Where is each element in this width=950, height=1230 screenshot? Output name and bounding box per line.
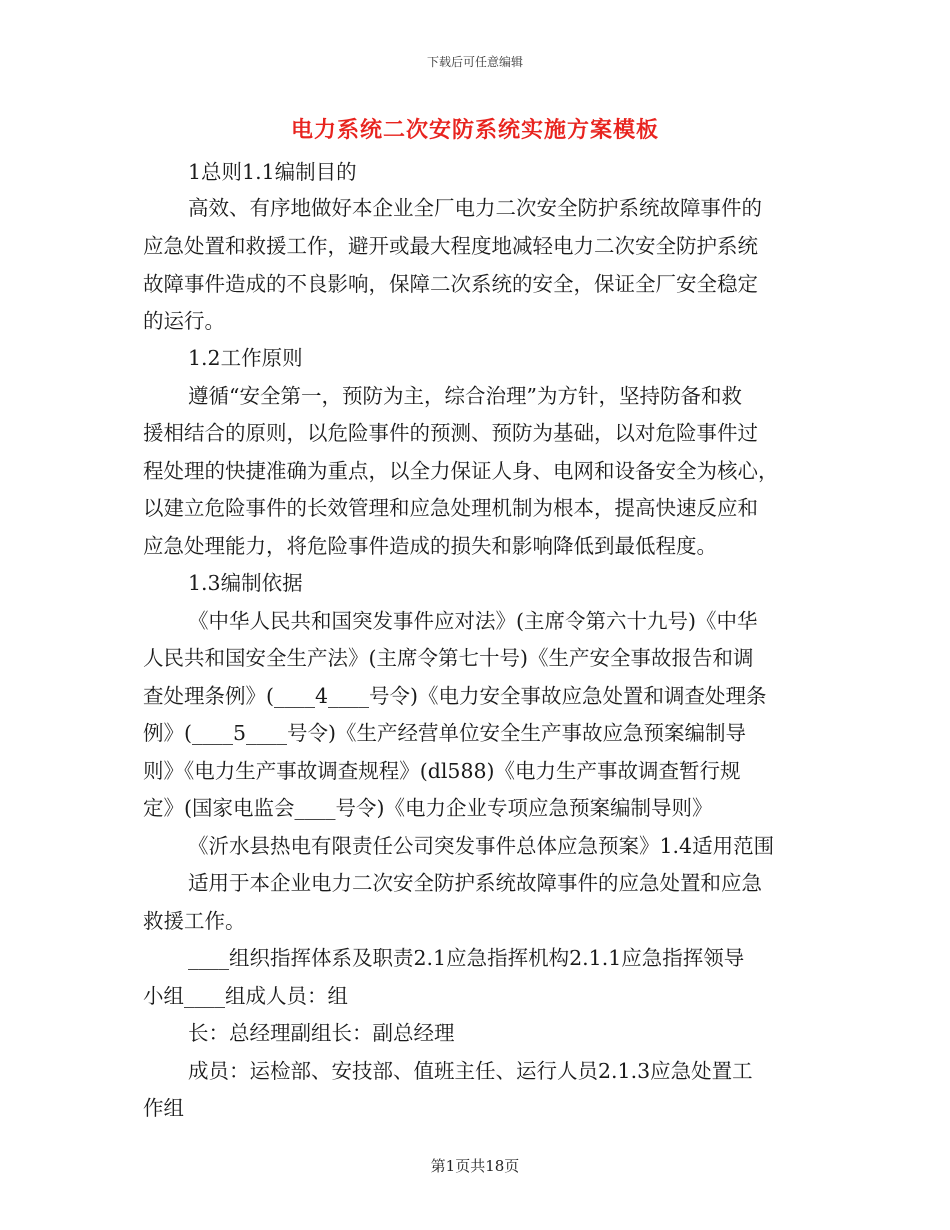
section-heading: 1.3编制依据 — [188, 571, 303, 595]
paragraph-line: 适用于本企业电力二次安全防护系统故障事件的应急处置和应急 — [188, 871, 762, 895]
page-header-note: 下载后可任意编辑 — [426, 55, 523, 69]
paragraph-line: 应急处理能力，将危险事件造成的损失和影响降低到最低程度。 — [143, 534, 717, 558]
paragraph-line: 作组 — [143, 1096, 184, 1120]
page-number: 第1页共18页 — [430, 1157, 520, 1175]
paragraph-line: 定》(国家电监会____号令)《电力企业专项应急预案编制导则》 — [143, 796, 713, 820]
paragraph-line: 高效、有序地做好本企业全厂电力二次安全防护系统故障事件的 — [188, 196, 762, 220]
paragraph-line: 小组____组成人员：组 — [143, 984, 348, 1008]
paragraph-line: 《中华人民共和国突发事件应对法》(主席令第六十九号)《中华 — [188, 609, 758, 633]
section-heading: 1总则1.1编制目的 — [188, 160, 357, 184]
document-title: 电力系统二次安防系统实施方案模板 — [290, 117, 659, 143]
paragraph-line: 援相结合的原则，以危险事件的预测、预防为基础，以对危险事件过 — [143, 421, 758, 445]
paragraph-line: 的运行。 — [143, 309, 225, 333]
paragraph-line: 应急处置和救援工作，避开或最大程度地减轻电力二次安全防护系统 — [143, 234, 758, 258]
paragraph-line: 成员：运检部、安技部、值班主任、运行人员2.1.3应急处置工 — [188, 1059, 753, 1083]
paragraph-line: 程处理的快捷准确为重点，以全力保证人身、电网和设备安全为核心， — [143, 459, 779, 483]
paragraph-line: 例》(____5____号令)《生产经营单位安全生产事故应急预案编制导 — [143, 721, 747, 745]
section-heading: 1.2工作原则 — [188, 346, 303, 370]
paragraph-line: 遵循“安全第一，预防为主，综合治理”为方针，坚持防备和救 — [188, 384, 742, 408]
paragraph-line: 故障事件造成的不良影响，保障二次系统的安全，保证全厂安全稳定 — [143, 272, 758, 296]
paragraph-line: 以建立危险事件的长效管理和应急处理机制为根本，提高快速反应和 — [143, 496, 758, 520]
paragraph-line: 人民共和国安全生产法》(主席令第七十号)《生产安全事故报告和调 — [143, 646, 754, 670]
paragraph-line: 查处理条例》(____4____号令)《电力安全事故应急处置和调查处理条 — [143, 684, 767, 708]
paragraph-line: 《沂水县热电有限责任公司突发事件总体应急预案》1.4适用范围 — [188, 834, 775, 858]
paragraph-line: 则》《电力生产事故调查规程》(dl588)《电力生产事故调查暂行规 — [143, 759, 741, 783]
paragraph-line: ____组织指挥体系及职责2.1应急指挥机构2.1.1应急指挥领导 — [188, 946, 745, 970]
paragraph-line: 长：总经理副组长：副总经理 — [188, 1021, 455, 1045]
paragraph-line: 救援工作。 — [143, 909, 246, 933]
